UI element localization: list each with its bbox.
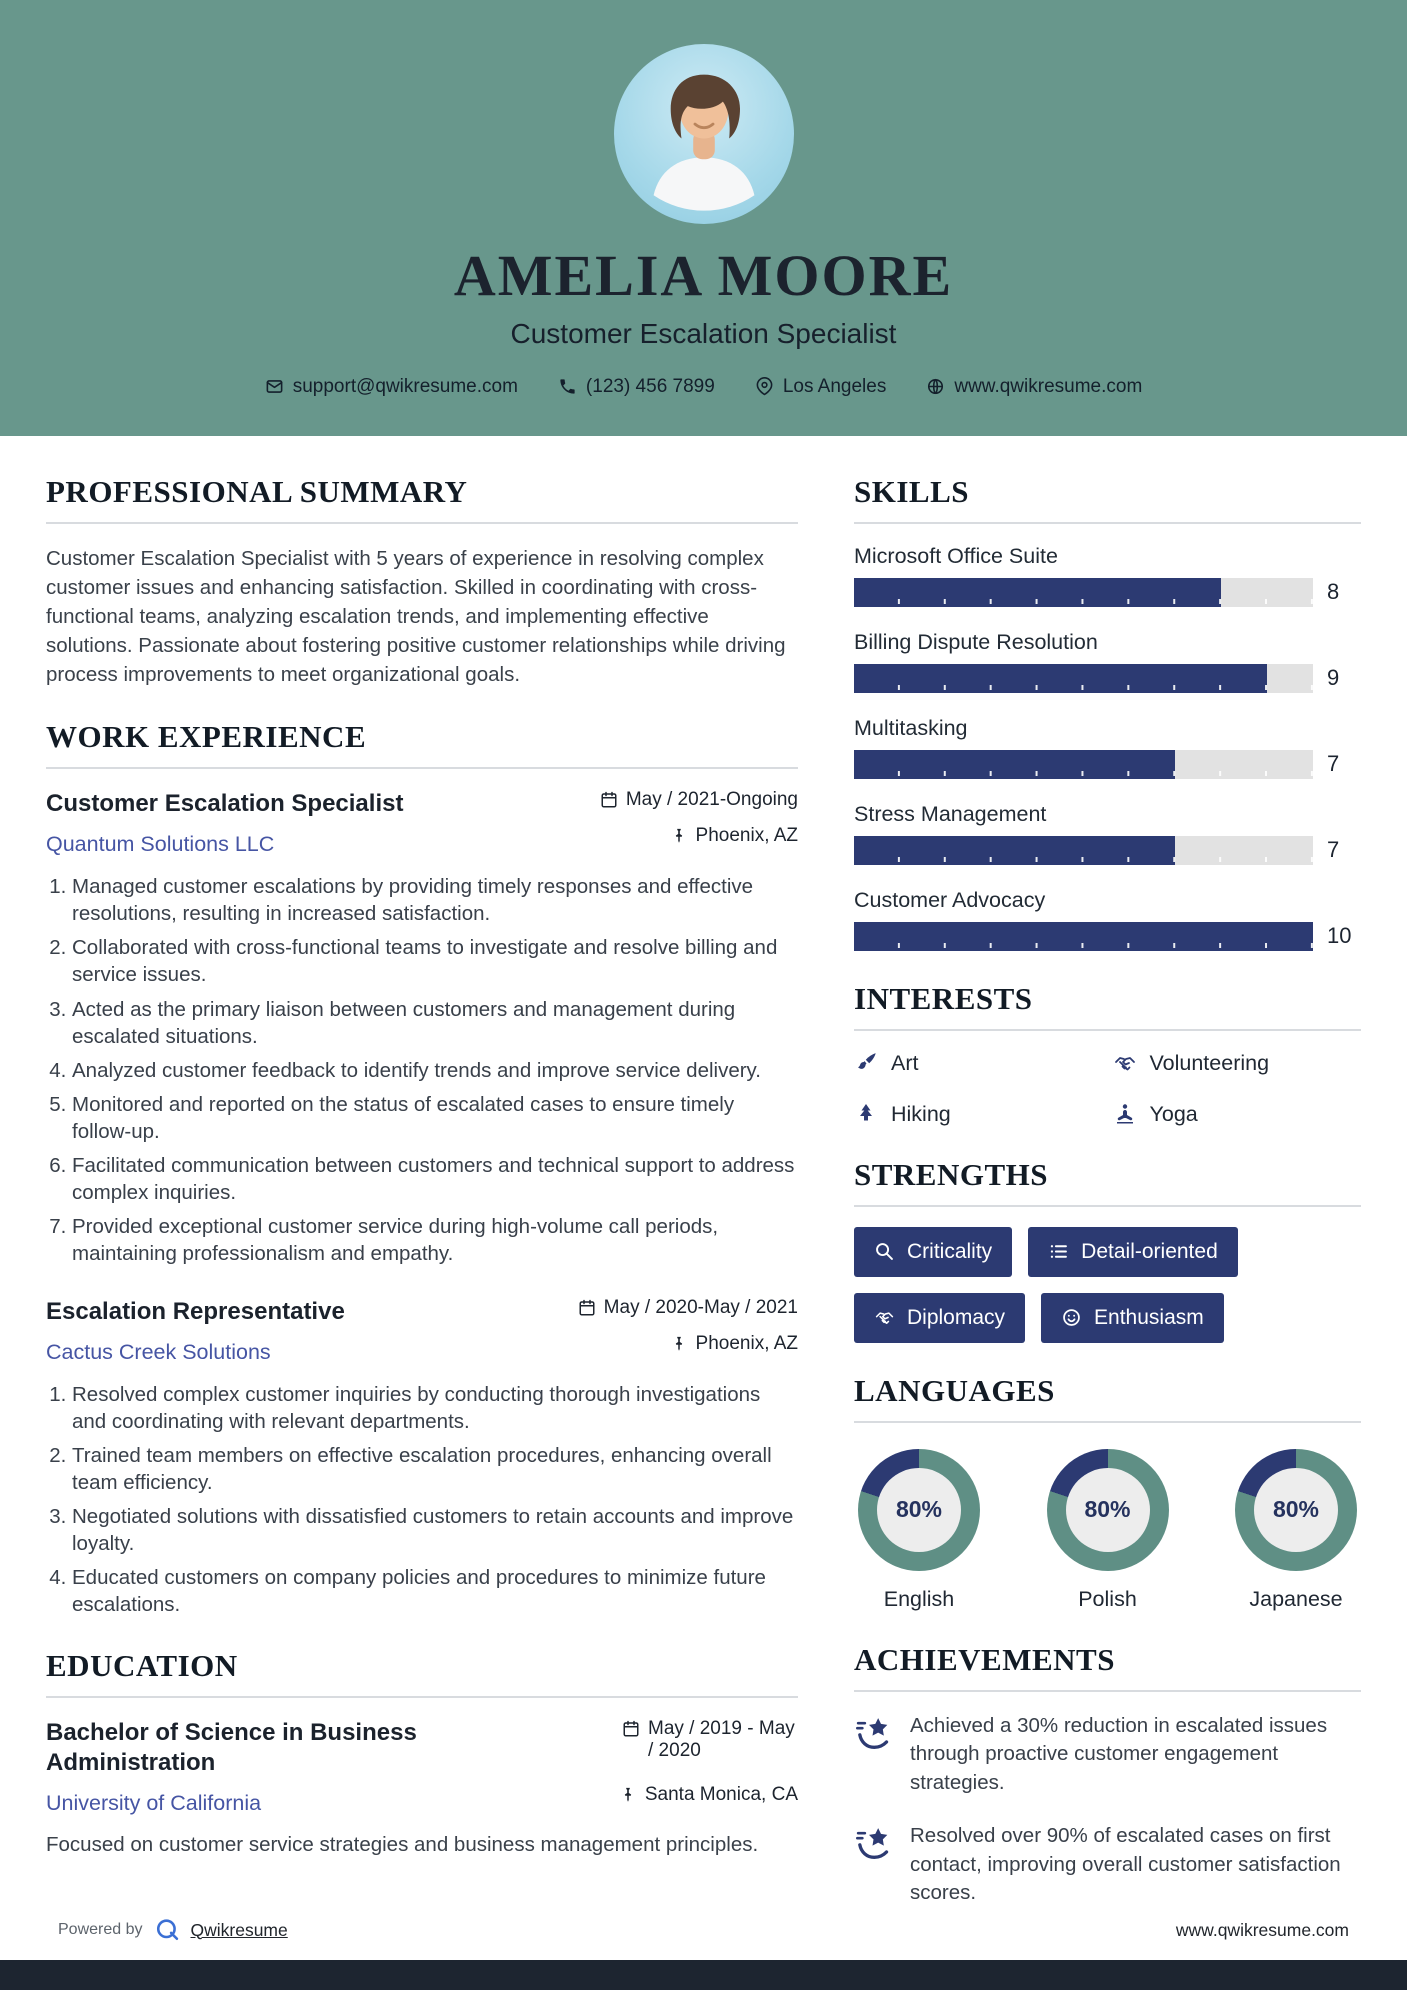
skills-section xyxy=(854,474,1361,951)
qwikresume-logo-icon xyxy=(153,1916,181,1944)
strength-chip: Diplomacy xyxy=(854,1293,1025,1343)
job-dates: May / 2021-Ongoing xyxy=(600,789,798,811)
bottom-bar xyxy=(0,1960,1407,1990)
main-content xyxy=(0,436,1407,1938)
contact-email xyxy=(265,376,518,398)
header xyxy=(0,0,1407,436)
qwikresume-link[interactable]: Qwikresume xyxy=(190,1919,288,1940)
skill-item: Billing Dispute Resolution 9 xyxy=(854,630,1361,693)
strength-chip: Detail-oriented xyxy=(1028,1227,1238,1277)
summary-text: Customer Escalation Specialist with 5 years of experience in resolving complex customer issues and enhancing satisfaction. Skilled in coordinating with cross-functional teams, analyzing escalation trends, and implementing effective solutions. Passionate about fostering positive customer relationships while driving process improvements to meet organizational goals. xyxy=(46,546,786,687)
job-bullet: 3. Negotiated solutions with dissatisfied customers to retain accounts and improve loyalty. xyxy=(72,1503,798,1557)
company-name: Quantum Solutions LLC xyxy=(46,832,275,857)
achievements-heading: ACHIEVEMENTS xyxy=(854,1642,1361,1692)
footer-website: www.qwikresume.com xyxy=(1175,1919,1349,1940)
phone-text: (123) 456 7899 xyxy=(585,375,715,397)
candidate-title: Customer Escalation Specialist xyxy=(510,317,897,349)
strength-chip: Criticality xyxy=(854,1227,1012,1277)
pushpin-icon xyxy=(670,1335,688,1353)
degree-title: Bachelor of Science in Business Administration xyxy=(46,1719,417,1777)
list-icon xyxy=(1048,1241,1069,1262)
website-text: www.qwikresume.com xyxy=(954,375,1143,397)
job-bullet: 1. Resolved complex customer inquiries by conducting thorough investigations and coordinating with relevant departments. xyxy=(72,1381,798,1435)
skill-item: Customer Advocacy 10 xyxy=(854,888,1361,951)
skill-item: Stress Management 7 xyxy=(854,802,1361,865)
envelope-icon xyxy=(265,377,284,396)
profile-photo-illustration xyxy=(614,44,794,224)
job-title: Customer Escalation Specialist xyxy=(46,790,404,818)
pushpin-icon xyxy=(670,827,688,845)
powered-by xyxy=(58,1916,288,1944)
phone-icon xyxy=(558,377,577,396)
job-bullet: 5. Monitored and reported on the status of escalated cases to ensure timely follow-up. xyxy=(72,1091,798,1145)
job-bullet: 6. Facilitated communication between customers and technical support to address complex inquiries. xyxy=(72,1152,798,1206)
skill-bar xyxy=(854,750,1313,779)
achievement-item: Achieved a 30% reduction in escalated issues through proactive customer engagement strategies. xyxy=(854,1712,1361,1798)
skill-score: 8 xyxy=(1327,579,1340,605)
achievement-star-icon xyxy=(854,1714,894,1754)
globe-icon xyxy=(926,377,945,396)
skill-bar xyxy=(854,664,1313,693)
interest-item: Yoga xyxy=(1113,1102,1362,1127)
job-bullet: 2. Collaborated with cross-functional teams to investigate and resolve billing and service issues. xyxy=(72,934,798,988)
job-location: Phoenix, AZ xyxy=(670,1333,798,1355)
interest-item: Volunteering xyxy=(1113,1051,1362,1076)
right-column xyxy=(854,474,1361,1938)
contact-row xyxy=(0,376,1407,398)
achievements-section xyxy=(854,1642,1361,1908)
company-name: Cactus Creek Solutions xyxy=(46,1339,271,1364)
strength-chip: Enthusiasm xyxy=(1041,1293,1224,1343)
skill-bar xyxy=(854,836,1313,865)
language-donut: 80% xyxy=(1047,1449,1169,1571)
professional-summary-section xyxy=(46,474,798,690)
interests-heading: INTERESTS xyxy=(854,981,1361,1031)
job-bullet: 4. Analyzed customer feedback to identify trends and improve service delivery. xyxy=(72,1057,798,1084)
job-bullet: 4. Educated customers on company policies and procedures to minimize future escalations. xyxy=(72,1564,798,1618)
job-bullet: 2. Trained team members on effective escalation procedures, enhancing overall team efficiency. xyxy=(72,1442,798,1496)
yoga-icon xyxy=(1113,1102,1137,1126)
skill-score: 10 xyxy=(1327,923,1352,949)
education-dates: May / 2019 - May / 2020 xyxy=(622,1718,798,1762)
strengths-heading: STRENGTHS xyxy=(854,1157,1361,1207)
languages-heading: LANGUAGES xyxy=(854,1373,1361,1423)
language-donut: 80% xyxy=(858,1449,980,1571)
job-bullet: 1. Managed customer escalations by providing timely responses and effective resolutions, resulting in increased satisfaction. xyxy=(72,873,798,927)
email-text: support@qwikresume.com xyxy=(292,375,518,397)
languages-section xyxy=(854,1373,1361,1612)
skill-item: Multitasking 7 xyxy=(854,716,1361,779)
interest-item: Art xyxy=(854,1051,1103,1076)
contact-location xyxy=(755,376,887,398)
work-experience-section xyxy=(46,719,798,1618)
skill-score: 7 xyxy=(1327,751,1340,777)
contact-phone xyxy=(558,376,715,398)
skills-heading: SKILLS xyxy=(854,474,1361,524)
language-item: 80% Polish xyxy=(1047,1449,1169,1612)
job-entry xyxy=(46,789,798,1267)
candidate-name: AMELIA MOORE xyxy=(453,243,954,308)
calendar-icon xyxy=(622,1720,640,1738)
language-donut: 80% xyxy=(1235,1449,1357,1571)
skill-item: Microsoft Office Suite 8 xyxy=(854,544,1361,607)
language-item: 80% English xyxy=(858,1449,980,1612)
map-pin-icon xyxy=(755,377,774,396)
interest-item: Hiking xyxy=(854,1102,1103,1127)
education-description: Focused on customer service strategies and business management principles. xyxy=(46,1833,759,1857)
job-bullets xyxy=(46,1381,798,1618)
smiley-icon xyxy=(1061,1307,1082,1328)
left-column xyxy=(46,474,798,1938)
language-item: 80% Japanese xyxy=(1235,1449,1357,1612)
location-text: Los Angeles xyxy=(782,375,887,397)
search-icon xyxy=(874,1241,895,1262)
interests-section xyxy=(854,981,1361,1127)
job-bullets xyxy=(46,873,798,1267)
job-location: Phoenix, AZ xyxy=(670,825,798,847)
job-bullet: 7. Provided exceptional customer service during high-volume call periods, maintaining professionalism and empathy. xyxy=(72,1213,798,1267)
paintbrush-icon xyxy=(854,1051,878,1075)
skill-bar xyxy=(854,578,1313,607)
tree-icon xyxy=(854,1102,878,1126)
job-entry xyxy=(46,1297,798,1618)
summary-heading: PROFESSIONAL SUMMARY xyxy=(46,474,798,524)
experience-heading: WORK EXPERIENCE xyxy=(46,719,798,769)
skill-score: 7 xyxy=(1327,837,1340,863)
strengths-section xyxy=(854,1157,1361,1343)
education-section xyxy=(46,1648,798,1859)
skill-score: 9 xyxy=(1327,665,1340,691)
education-location: Santa Monica, CA xyxy=(619,1784,798,1806)
job-dates: May / 2020-May / 2021 xyxy=(578,1297,798,1319)
calendar-icon xyxy=(578,1299,596,1317)
calendar-icon xyxy=(600,791,618,809)
job-bullet: 3. Acted as the primary liaison between customers and management during escalated situations. xyxy=(72,996,798,1050)
achievement-star-icon xyxy=(854,1824,894,1864)
profile-photo xyxy=(614,44,794,224)
school-name: University of California xyxy=(46,1791,262,1816)
powered-by-label: Powered by xyxy=(58,1921,143,1938)
page-footer xyxy=(58,1916,1349,1944)
job-title: Escalation Representative xyxy=(46,1297,345,1325)
pushpin-icon xyxy=(619,1786,637,1804)
handshake-icon xyxy=(1113,1051,1137,1075)
education-heading: EDUCATION xyxy=(46,1648,798,1698)
skill-bar xyxy=(854,922,1313,951)
achievement-item: Resolved over 90% of escalated cases on first contact, improving overall customer satisfaction scores. xyxy=(854,1822,1361,1908)
contact-website xyxy=(926,376,1142,398)
handshake-icon xyxy=(874,1307,895,1328)
